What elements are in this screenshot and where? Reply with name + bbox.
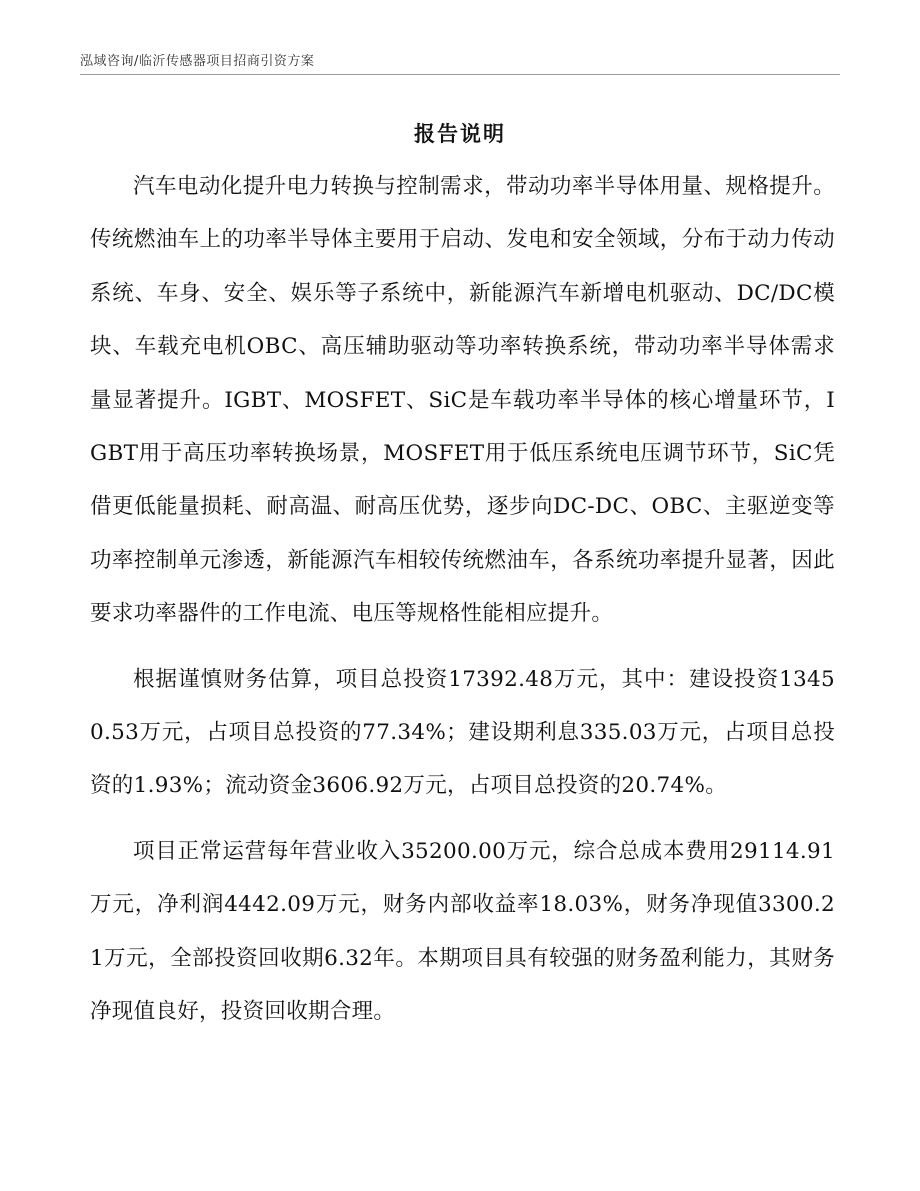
report-body	[90, 160, 835, 1051]
section-title: 报告说明	[414, 122, 506, 146]
header-divider	[80, 74, 840, 75]
paragraph-financial-returns: 项目正常运营每年营业收入35200.00万元，综合总成本费用29114.91万元，净利润4442.09万元，财务内部收益率18.03%，财务净现值3300.21万元，全部投资回收期6.32年。本期项目具有较强的财务盈利能力，其财务净现值良好，投资回收期合理。	[90, 838, 835, 1025]
paragraph-investment-estimate: 根据谨慎财务估算，项目总投资17392.48万元，其中：建设投资13450.53万元，占项目总投资的77.34%；建设期利息335.03万元，占项目总投资的1.93%；流动资金3606.92万元，占项目总投资的20.74%。	[90, 666, 835, 799]
running-header: 泓域咨询/临沂传感器项目招商引资方案	[80, 54, 315, 69]
paragraph-industry-background: 汽车电动化提升电力转换与控制需求，带动功率半导体用量、规格提升。传统燃油车上的功率半导体主要用于启动、发电和安全领域，分布于动力传动系统、车身、安全、娱乐等子系统中，新能源汽车新增电机驱动、DC/DC模块、车载充电机OBC、高压辅助驱动等功率转换系统，带动功率半导体需求量显著提升。IGBT、MOSFET、SiC是车载功率半导体的核心增量环节，IGBT用于高压功率转换场景，MOSFET用于低压系统电压调节环节，SiC凭借更低能量损耗、耐高温、耐高压优势，逐步向DC-DC、OBC、主驱逆变等功率控制单元渗透，新能源汽车相较传统燃油车，各系统功率提升显著，因此要求功率器件的工作电流、电压等规格性能相应提升。	[90, 174, 835, 627]
